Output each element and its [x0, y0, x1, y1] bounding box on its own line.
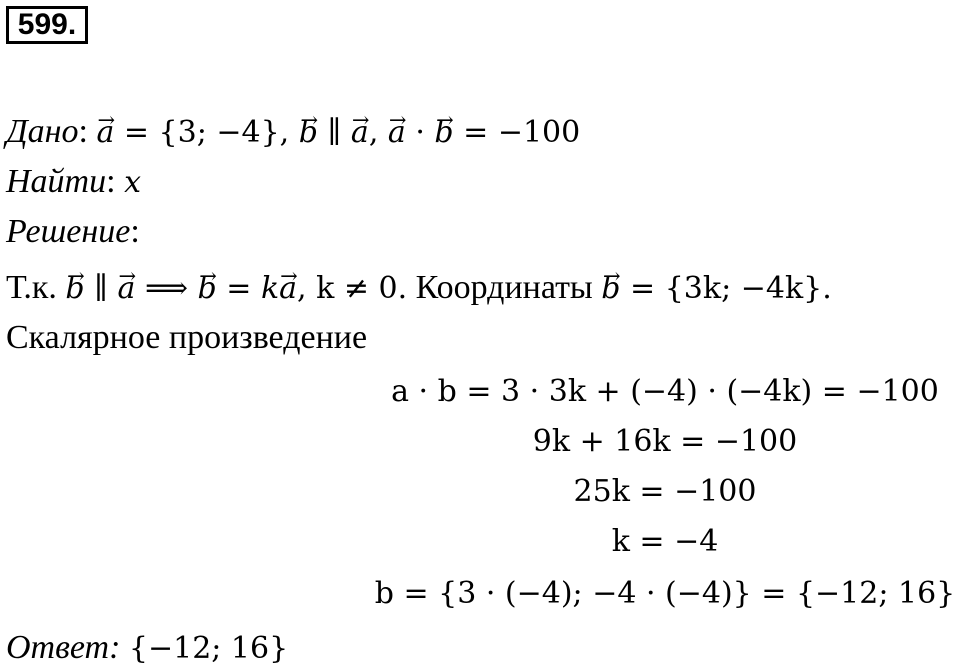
- given-line: Дано: → a = {3; −4}, → b ∥ → a, → a · → b = −100: [6, 112, 580, 153]
- equation-block: [370, 372, 960, 632]
- step1-coords-value: = {3k; −4k}.: [630, 271, 832, 306]
- solution-label: Решение: [6, 213, 131, 250]
- equation-1: a · b = 3 · 3k + (−4) · (−4k) = −100: [391, 374, 939, 409]
- answer-value: {−12; 16}: [128, 631, 289, 666]
- step1-line: Т.к. → b ∥ → a ⟹ → b = k→ a, k ≠ 0. Координаты → b = {3k; −4k}.: [6, 268, 832, 309]
- problem-number: 599.: [6, 6, 88, 44]
- equation-5: b = {3 · (−4); −4 · (−4)} = {−12; 16}: [374, 576, 956, 611]
- answer-label: Ответ:: [6, 629, 121, 666]
- find-text: x: [124, 165, 141, 200]
- step2-line: Скалярное произведение: [6, 319, 368, 356]
- find-line: Найти: x: [6, 163, 141, 200]
- step1-middle: , k ≠ 0.: [297, 271, 408, 306]
- find-label: Найти: [6, 163, 107, 200]
- step1-coords-label: Координаты: [415, 269, 593, 306]
- equation-4: k = −4: [611, 524, 719, 559]
- step1-prefix: Т.к.: [6, 269, 57, 306]
- equation-3: 25k = −100: [573, 474, 757, 509]
- given-label: Дано: [6, 113, 79, 150]
- solution-line: Решение:: [6, 213, 140, 250]
- equation-2: 9k + 16k = −100: [532, 424, 798, 459]
- answer-line: [6, 628, 288, 669]
- given-text: → a = {3; −4}, → b ∥ → a, → a · → b = −100: [96, 115, 580, 150]
